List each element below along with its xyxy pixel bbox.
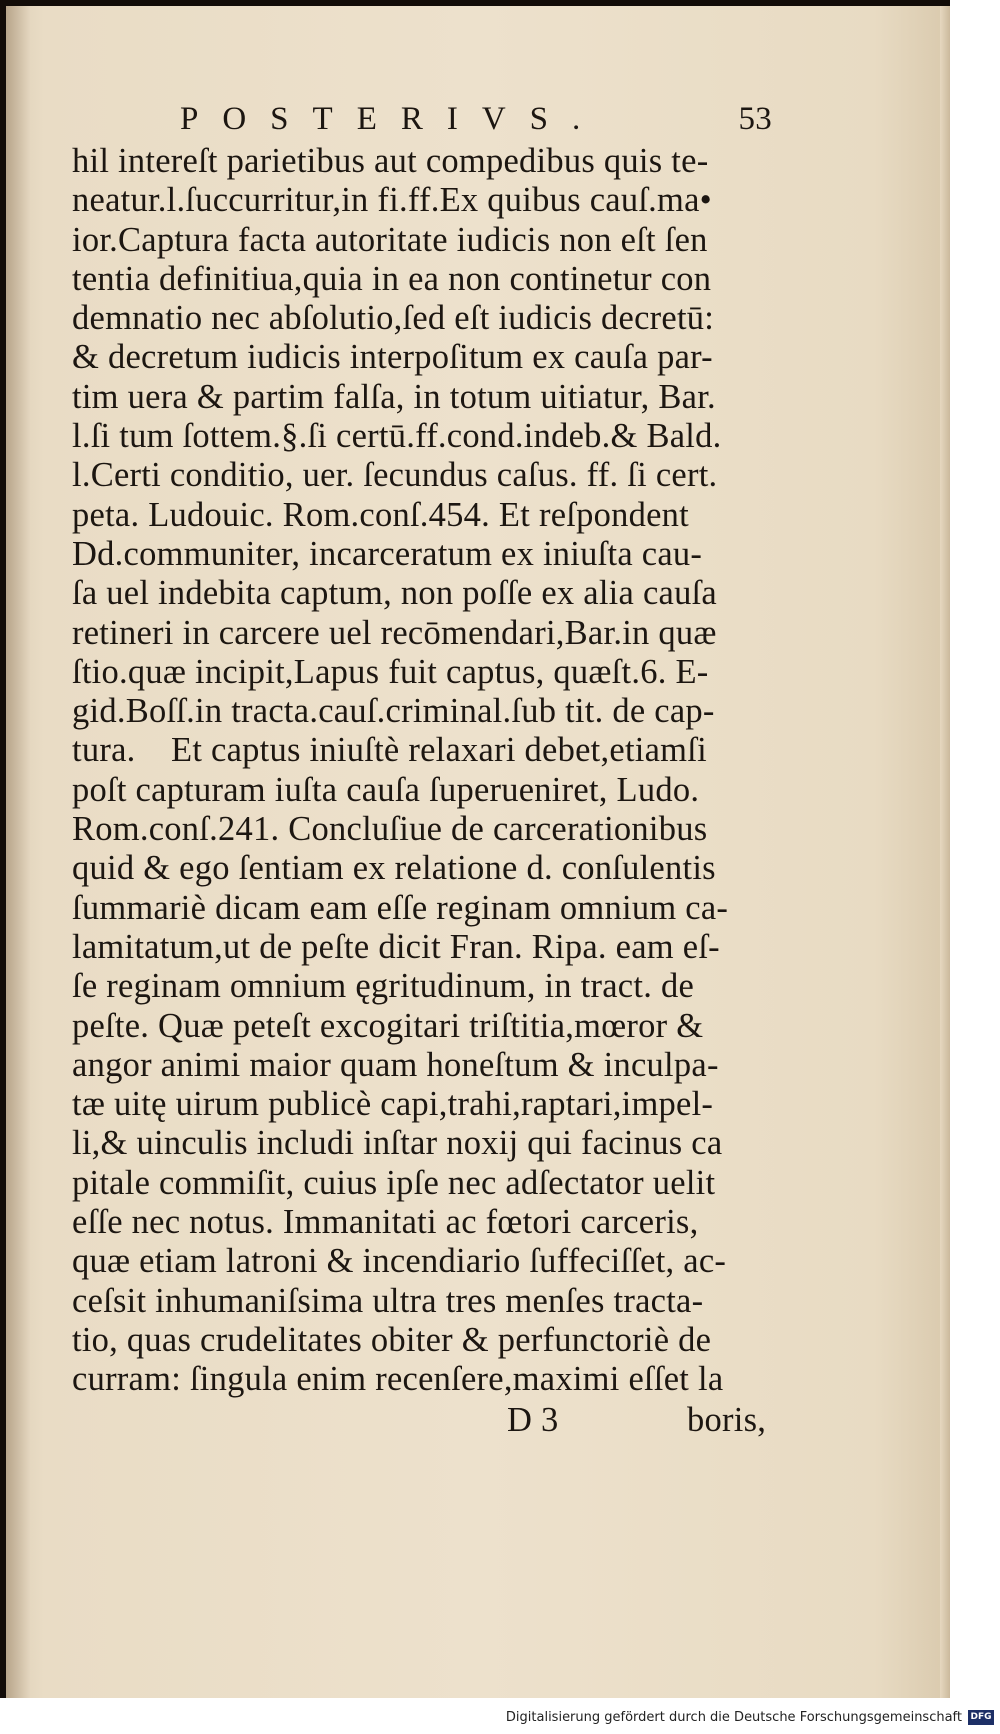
text-line: quæ etiam latroni & incendiario ſuffeciſſet, ac-	[72, 1242, 727, 1281]
text-line: eſſe nec notus. Immanitati ac fœtori carceris,	[72, 1203, 699, 1242]
text-line: tura. Et captus iniuſtè relaxari debet,etiamſi	[72, 731, 707, 770]
text-line: angor animi maior quam honeſtum & inculpa-	[72, 1045, 719, 1084]
text-line: hil intereſt parietibus aut compedibus quis te-	[72, 142, 709, 180]
text-line: neatur.l.ſuccurritur,in fi.ff.Ex quibus cauſ.ma•	[72, 181, 713, 220]
text-line: demnatio nec abſolutio,ſed eſt iudicis decretū:	[72, 299, 715, 338]
funding-credit: Digitalisierung gefördert durch die Deutsche Forschungsgemeinschaft	[505, 1710, 962, 1725]
footer-bar	[0, 1704, 1000, 1734]
text-line: ceſsit inhumaniſsima ultra tres menſes tracta-	[72, 1281, 704, 1320]
text-line: Dd.communiter, incarceratum ex iniuſta cau-	[72, 534, 703, 573]
text-line: ſummariè dicam eam eſſe reginam omnium ca-	[72, 888, 729, 927]
text-line: tim uera & partim falſa, in totum uitiatur, Bar.	[72, 377, 716, 416]
text-line: l.Certi conditio, uer. ſecundus caſus. ff. ſi cert.	[72, 456, 718, 495]
text-line: ior.Captura facta autoritate iudicis non eſt ſen	[72, 220, 708, 259]
text-line: curram: ſingula enim recenſere,maximi eſſet la	[72, 1360, 724, 1399]
text-line: pitale commiſit, cuius ipſe nec adſectator uelit	[72, 1163, 716, 1202]
text-line: peta. Ludouic. Rom.conſ.454. Et reſpondent	[72, 495, 689, 534]
text-line: tentia definitiua,quia in ea non continetur con	[72, 259, 712, 298]
text-line: gid.Boſſ.in tracta.cauſ.criminal.ſub tit. de cap-	[72, 692, 715, 731]
text-line: poſt capturam iuſta cauſa ſuperueniret, Ludo.	[72, 770, 700, 809]
text-line: lamitatum,ut de peſte dicit Fran. Ripa. eam eſ-	[72, 927, 720, 966]
text-line: l.ſi tum ſottem.§.ſi certū.ff.cond.indeb.& Bald.	[72, 417, 722, 456]
text-line: ſtio.quæ incipit,Lapus fuit captus, quæſt.6. E-	[72, 652, 709, 691]
catchword: boris,	[687, 1400, 767, 1439]
text-line: tæ uitę uirum publicè capi,trahi,raptari,impel-	[72, 1085, 714, 1124]
text-line: tio, quas crudelitates obiter & perfunctoriè de	[72, 1320, 712, 1359]
text-line: ſa uel indebita captum, non poſſe ex alia cauſa	[72, 574, 717, 613]
text-line: ſe reginam omnium ęgritudinum, in tract. de	[72, 967, 695, 1006]
book-page	[6, 6, 950, 1698]
signature-line	[72, 1400, 778, 1440]
page-header	[72, 96, 778, 142]
running-head: POSTERIVS.	[180, 101, 605, 137]
text-line: li,& uinculis includi inſtar noxij qui facinus ca	[72, 1124, 723, 1163]
text-line: Rom.conſ.241. Concluſiue de carcerationibus	[72, 810, 708, 849]
text-line: peſte. Quæ peteſt excogitari triſtitia,mœror &	[72, 1006, 704, 1045]
text-block	[72, 96, 778, 1440]
page-number: 53	[738, 101, 772, 137]
text-line: retineri in carcere uel recōmendari,Bar.in quæ	[72, 613, 717, 652]
signature-mark: D 3	[507, 1400, 559, 1439]
dfg-logo: DFG	[968, 1710, 994, 1725]
text-line: & decretum iudicis interpoſitum ex cauſa par-	[72, 338, 713, 377]
text-line: quid & ego ſentiam ex relatione d. conſulentis	[72, 849, 716, 888]
